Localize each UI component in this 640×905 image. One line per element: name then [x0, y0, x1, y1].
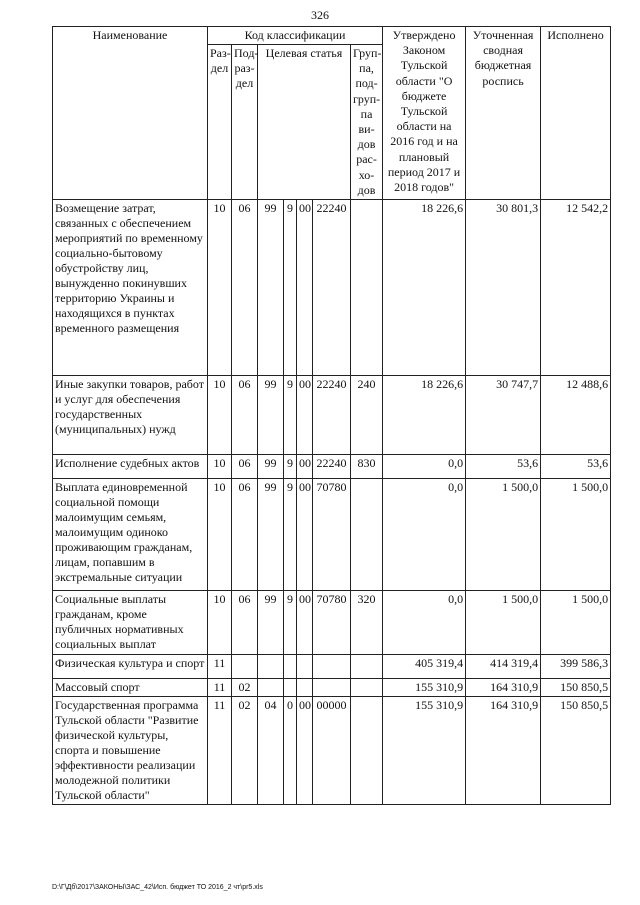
row-target-program: 99 — [258, 455, 284, 479]
row-subsection: 06 — [232, 479, 258, 591]
row-expense-group: 240 — [351, 376, 383, 455]
row-executed: 150 850,5 — [541, 679, 611, 697]
row-target-direction — [297, 679, 313, 697]
row-refined: 1 500,0 — [466, 479, 541, 591]
row-subsection: 06 — [232, 591, 258, 655]
header-section: Раз-дел — [208, 45, 232, 200]
row-target-direction: 00 — [297, 455, 313, 479]
row-section: 11 — [208, 655, 232, 679]
row-section: 11 — [208, 679, 232, 697]
row-name: Массовый спорт — [53, 679, 208, 697]
table-row — [53, 200, 611, 376]
row-target-subprogram: 9 — [284, 376, 297, 455]
row-approved: 18 226,6 — [383, 200, 466, 376]
row-target-code: 70780 — [313, 479, 351, 591]
row-section: 10 — [208, 376, 232, 455]
row-target-subprogram: 9 — [284, 200, 297, 376]
row-expense-group — [351, 479, 383, 591]
row-approved: 0,0 — [383, 591, 466, 655]
row-expense-group — [351, 655, 383, 679]
row-name: Социальные выплаты гражданам, кроме публичных нормативных социальных выплат — [53, 591, 208, 655]
row-name: Исполнение судебных актов — [53, 455, 208, 479]
row-target-direction: 00 — [297, 697, 313, 805]
row-expense-group: 830 — [351, 455, 383, 479]
row-expense-group — [351, 200, 383, 376]
row-target-code: 22240 — [313, 376, 351, 455]
row-name: Возмещение затрат, связанных с обеспечением мероприятий по временному социально-бытовому обустройству лиц, вынужденно покинувших территорию Украины и находящихся в пунктах временного размещения — [53, 200, 208, 376]
row-target-program: 99 — [258, 479, 284, 591]
row-target-direction: 00 — [297, 479, 313, 591]
header-subsection: Под-раз-дел — [232, 45, 258, 200]
row-subsection: 06 — [232, 200, 258, 376]
row-executed: 150 850,5 — [541, 697, 611, 805]
row-subsection: 06 — [232, 455, 258, 479]
row-target-code — [313, 655, 351, 679]
row-section: 11 — [208, 697, 232, 805]
row-target-subprogram: 9 — [284, 455, 297, 479]
table-row — [53, 655, 611, 679]
header-refined: Уточненная сводная бюджетная роспись — [466, 27, 541, 200]
budget-table — [52, 26, 611, 805]
header-expense-group: Груп-па, под-груп-па ви-дов рас-хо-дов — [351, 45, 383, 200]
row-section: 10 — [208, 200, 232, 376]
row-target-code — [313, 679, 351, 697]
row-section: 10 — [208, 455, 232, 479]
row-name: Государственная программа Тульской области "Развитие физической культуры, спорта и повышение эффективности реализации молодежной политики Тульской области" — [53, 697, 208, 805]
header-code-group: Код классификации — [208, 27, 383, 45]
row-subsection: 02 — [232, 697, 258, 805]
row-name: Иные закупки товаров, работ и услуг для обеспечения государственных (муниципальных) нужд — [53, 376, 208, 455]
row-target-direction — [297, 655, 313, 679]
table-row — [53, 591, 611, 655]
row-target-direction: 00 — [297, 376, 313, 455]
row-executed: 53,6 — [541, 455, 611, 479]
row-target-program: 99 — [258, 591, 284, 655]
row-refined: 164 310,9 — [466, 697, 541, 805]
row-refined: 30 747,7 — [466, 376, 541, 455]
row-name: Физическая культура и спорт — [53, 655, 208, 679]
row-approved: 155 310,9 — [383, 679, 466, 697]
header-approved: Утверждено Законом Тульской области "О бюджете Тульской области на 2016 год и на плановый период 2017 и 2018 годов" — [383, 27, 466, 200]
row-target-subprogram: 9 — [284, 591, 297, 655]
file-path-footer: D:\Г\Дб\2017\ЗАКОНЫ\ЗАС_42\Исп. бюджет ТО 2016_2 чт\pr5.xls — [52, 884, 263, 891]
row-target-code: 22240 — [313, 200, 351, 376]
row-target-program — [258, 679, 284, 697]
table-row — [53, 679, 611, 697]
table-row — [53, 376, 611, 455]
table-row — [53, 455, 611, 479]
row-expense-group: 320 — [351, 591, 383, 655]
row-target-program: 99 — [258, 200, 284, 376]
row-approved: 155 310,9 — [383, 697, 466, 805]
row-target-program — [258, 655, 284, 679]
row-target-code: 70780 — [313, 591, 351, 655]
row-target-program: 99 — [258, 376, 284, 455]
row-name: Выплата единовременной социальной помощи малоимущим семьям, малоимущим одиноко проживающим гражданам, лицам, попавшим в экстремальные ситуации — [53, 479, 208, 591]
row-refined: 30 801,3 — [466, 200, 541, 376]
row-executed: 12 542,2 — [541, 200, 611, 376]
row-target-code: 00000 — [313, 697, 351, 805]
row-section: 10 — [208, 591, 232, 655]
row-approved: 18 226,6 — [383, 376, 466, 455]
row-target-subprogram — [284, 655, 297, 679]
row-executed: 1 500,0 — [541, 479, 611, 591]
row-approved: 0,0 — [383, 455, 466, 479]
row-target-direction: 00 — [297, 200, 313, 376]
row-executed: 12 488,6 — [541, 376, 611, 455]
row-refined: 1 500,0 — [466, 591, 541, 655]
table-row — [53, 697, 611, 805]
row-refined: 53,6 — [466, 455, 541, 479]
row-target-subprogram: 9 — [284, 479, 297, 591]
row-subsection: 06 — [232, 376, 258, 455]
row-target-program: 04 — [258, 697, 284, 805]
row-executed: 1 500,0 — [541, 591, 611, 655]
row-expense-group — [351, 679, 383, 697]
row-refined: 414 319,4 — [466, 655, 541, 679]
row-section: 10 — [208, 479, 232, 591]
table-body — [53, 200, 611, 805]
row-approved: 405 319,4 — [383, 655, 466, 679]
row-target-subprogram — [284, 679, 297, 697]
row-target-direction: 00 — [297, 591, 313, 655]
row-subsection — [232, 655, 258, 679]
row-approved: 0,0 — [383, 479, 466, 591]
header-target-article: Целевая статья — [258, 45, 351, 200]
header-name: Наименование — [53, 27, 208, 200]
row-executed: 399 586,3 — [541, 655, 611, 679]
header-executed: Исполнено — [541, 27, 611, 200]
row-subsection: 02 — [232, 679, 258, 697]
row-target-subprogram: 0 — [284, 697, 297, 805]
page-number: 326 — [311, 8, 329, 22]
row-target-code: 22240 — [313, 455, 351, 479]
table-row — [53, 479, 611, 591]
header-row-1 — [53, 27, 611, 45]
row-refined: 164 310,9 — [466, 679, 541, 697]
row-expense-group — [351, 697, 383, 805]
